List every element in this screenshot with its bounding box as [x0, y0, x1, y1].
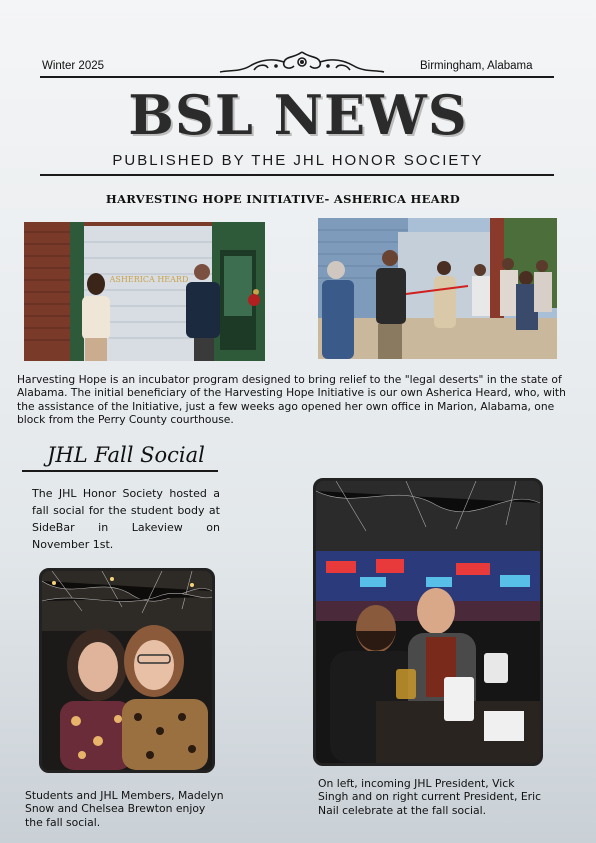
fall-social-body: The JHL Honor Society hosted a fall social for the student body at SideBar in Lakeview on November 1st.	[32, 487, 220, 551]
masthead-title: BSL NEWS	[128, 83, 468, 147]
two-women-photo	[39, 568, 215, 773]
location: Birmingham, Alabama	[420, 60, 533, 72]
caption-right: On left, incoming JHL President, Vick Singh and on right current President, Eric Nail celebrate at the fall social.	[318, 777, 542, 817]
header-rule	[40, 76, 554, 78]
masthead-subtitle: PUBLISHED BY THE JHL HONOR SOCIETY	[112, 152, 484, 169]
masthead-rule	[40, 174, 554, 176]
issue-date: Winter 2025	[42, 60, 105, 72]
office-storefront-photo	[24, 222, 265, 361]
article-headline: HARVESTING HOPE INITIATIVE- ASHERICA HEARD	[105, 192, 461, 206]
office-sign-text: ASHERICA HEARD	[109, 275, 189, 284]
article-body: Harvesting Hope is an incubator program designed to bring relief to the "legal deserts" in the state of Alabama. The initial beneficiary of the Harvesting Hope Initiative is our own Asherica Heard, who, with the assistance of the Initiative, just a few weeks ago opened her own office in Marion, Alabama, one block from the Perry County courthouse.	[17, 373, 566, 427]
two-men-photo	[313, 478, 543, 766]
section-rule	[22, 470, 218, 472]
fall-social-title: JHL Fall Social	[47, 443, 205, 467]
ribbon-cutting-photo	[318, 218, 557, 359]
caption-left: Students and JHL Members, Madelyn Snow and Chelsea Brewton enjoy the fall social.	[25, 789, 224, 829]
